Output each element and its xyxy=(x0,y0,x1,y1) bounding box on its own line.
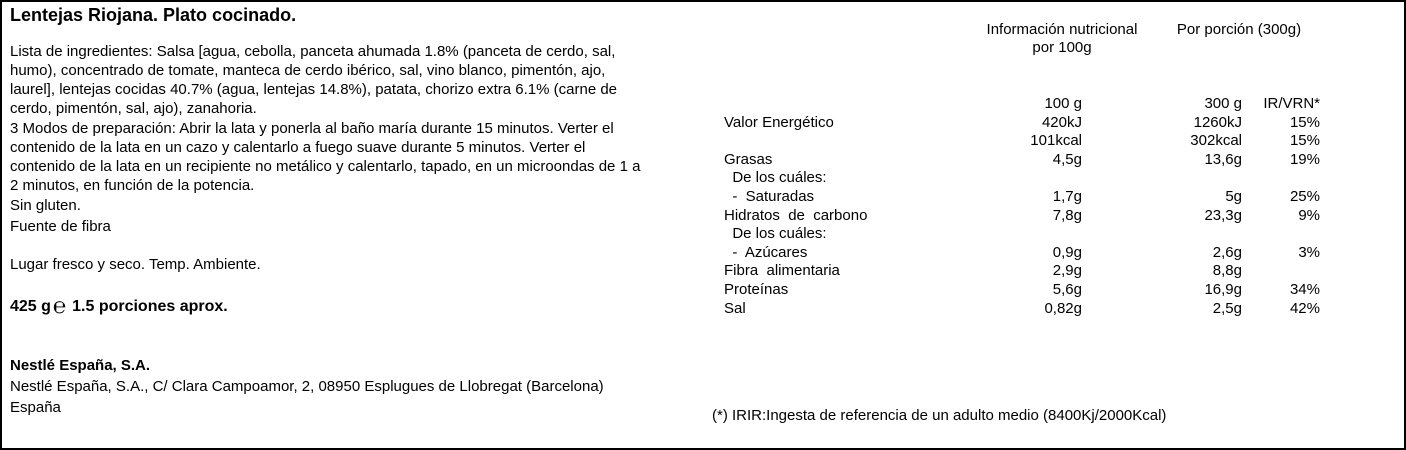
nutrient-vrn xyxy=(1242,262,1320,281)
nutrient-per100 xyxy=(998,225,1082,244)
net-weight: 425 g xyxy=(10,298,51,315)
nutrition-footnote: (*) IRIR:Ingesta de referencia de un adulto medio (8400Kj/2000Kcal) xyxy=(712,407,1167,424)
nutrition-row xyxy=(724,132,1320,151)
nutrition-header-portion: Por porción (300g) xyxy=(1176,21,1302,38)
nutrition-row xyxy=(724,225,1320,244)
gluten-free-claim: Sin gluten. xyxy=(10,197,81,214)
nutrient-label: De los cuáles: xyxy=(724,169,827,187)
nutrient-label: - Azúcares xyxy=(724,243,808,261)
nutrient-per100: 101kcal xyxy=(1030,132,1082,150)
nutrient-vrn xyxy=(1242,169,1320,188)
column-header-vrn: IR/VRN* xyxy=(1263,95,1320,112)
nutrition-row xyxy=(724,151,1320,170)
nutrition-row xyxy=(724,114,1320,133)
nutrient-vrn: 34% xyxy=(1289,280,1320,298)
nutrition-row xyxy=(724,207,1320,226)
nutrition-row xyxy=(724,169,1320,188)
nutrient-per100: 1,7g xyxy=(1052,187,1082,205)
nutrient-vrn: 15% xyxy=(1289,132,1320,150)
nutrient-label: Valor Energético xyxy=(724,113,834,131)
storage-instructions: Lugar fresco y seco. Temp. Ambiente. xyxy=(10,256,261,273)
nutrient-label: Fibra alimentaria xyxy=(724,262,840,280)
preparation-line: contenido de la lata en un cazo y calentarlo a fuego suave durante 5 minutos. Verter el xyxy=(10,139,586,156)
column-header-per100: 100 g xyxy=(1044,95,1082,112)
portions-text: 1.5 porciones aprox. xyxy=(72,298,228,315)
ingredients-line: laurel], lentejas cocidas 40.7% (agua, lentejas 14.8%), patata, chorizo extra 6.1% (carne de xyxy=(10,81,618,98)
nutrient-portion: 23,3g xyxy=(1204,206,1242,224)
company-name: Nestlé España, S.A. xyxy=(10,357,151,374)
estimated-sign-icon: ℮ xyxy=(52,293,67,318)
ingredients-line: Lista de ingredientes: Salsa [agua, cebolla, panceta ahumada 1.8% (panceta de cerdo, sal, xyxy=(10,43,616,60)
nutrient-portion: 8,8g xyxy=(1212,262,1242,280)
nutrient-vrn: 15% xyxy=(1289,113,1320,131)
nutrient-portion: 13,6g xyxy=(1204,150,1242,168)
preparation-line: 3 Modos de preparación: Abrir la lata y ponerla al baño maría durante 15 minutos. Verter el xyxy=(10,120,614,137)
nutrient-per100: 7,8g xyxy=(1052,206,1082,224)
nutrition-header-per100-line2: por 100g xyxy=(1032,39,1092,56)
nutrition-row xyxy=(724,281,1320,300)
nutrient-vrn xyxy=(1242,225,1320,244)
nutrition-row xyxy=(724,300,1320,319)
nutrient-per100: 2,9g xyxy=(1052,262,1082,280)
nutrient-portion: 2,5g xyxy=(1212,299,1242,317)
preparation-line: contenido de la lata en un recipiente no metálico y calentarlo, tapado, en un microondas de 1 a xyxy=(10,158,641,175)
nutrient-label: De los cuáles: xyxy=(724,225,827,243)
nutrient-portion: 1260kJ xyxy=(1193,113,1242,131)
nutrient-label xyxy=(724,132,998,151)
net-quantity xyxy=(10,293,228,318)
nutrient-label: Proteínas xyxy=(724,280,789,298)
nutrition-column-header-row xyxy=(724,95,1320,114)
nutrition-header-per100 xyxy=(974,21,1150,57)
nutrient-portion xyxy=(1082,169,1242,188)
nutrient-vrn: 19% xyxy=(1289,150,1320,168)
nutrition-label-cell xyxy=(724,95,998,114)
fiber-claim: Fuente de fibra xyxy=(10,218,111,235)
nutrition-row xyxy=(724,188,1320,207)
nutrient-per100 xyxy=(998,169,1082,188)
nutrient-per100: 0,82g xyxy=(1044,299,1082,317)
nutrient-per100: 420kJ xyxy=(1041,113,1082,131)
nutrition-table xyxy=(724,95,1320,318)
nutrient-portion xyxy=(1082,225,1242,244)
nutrient-label: Grasas xyxy=(724,150,773,168)
nutrient-portion: 5g xyxy=(1225,187,1242,205)
preparation-line: 2 minutos, en función de la potencia. xyxy=(10,177,255,194)
nutrient-vrn: 42% xyxy=(1289,299,1320,317)
nutrient-per100: 5,6g xyxy=(1052,280,1082,298)
nutrition-row xyxy=(724,244,1320,263)
company-country: España xyxy=(10,399,61,416)
nutrient-portion: 2,6g xyxy=(1212,243,1242,261)
nutrient-portion: 302kcal xyxy=(1190,132,1242,150)
nutrient-vrn: 9% xyxy=(1298,206,1320,224)
nutrient-portion: 16,9g xyxy=(1204,280,1242,298)
nutrient-label: Sal xyxy=(724,299,746,317)
nutrient-vrn: 25% xyxy=(1289,187,1320,205)
product-title: Lentejas Riojana. Plato cocinado. xyxy=(10,5,297,25)
column-header-portion: 300 g xyxy=(1204,95,1242,112)
nutrient-vrn: 3% xyxy=(1298,243,1320,261)
nutrient-per100: 4,5g xyxy=(1052,150,1082,168)
ingredients-line: humo), concentrado de tomate, manteca de cerdo ibérico, sal, vino blanco, pimentón, ajo, xyxy=(10,62,606,79)
company-address: Nestlé España, S.A., C/ Clara Campoamor, 2, 08950 Esplugues de Llobregat (Barcelona) xyxy=(10,378,604,395)
nutrition-header-per100-line1: Información nutricional xyxy=(986,21,1138,38)
nutrient-label: Hidratos de carbono xyxy=(724,206,868,224)
nutrient-per100: 0,9g xyxy=(1052,243,1082,261)
ingredients-line: cerdo, pimentón, sal, ajo), zanahoria. xyxy=(10,100,257,117)
nutrition-row xyxy=(724,262,1320,281)
nutrient-label: - Saturadas xyxy=(724,187,815,205)
